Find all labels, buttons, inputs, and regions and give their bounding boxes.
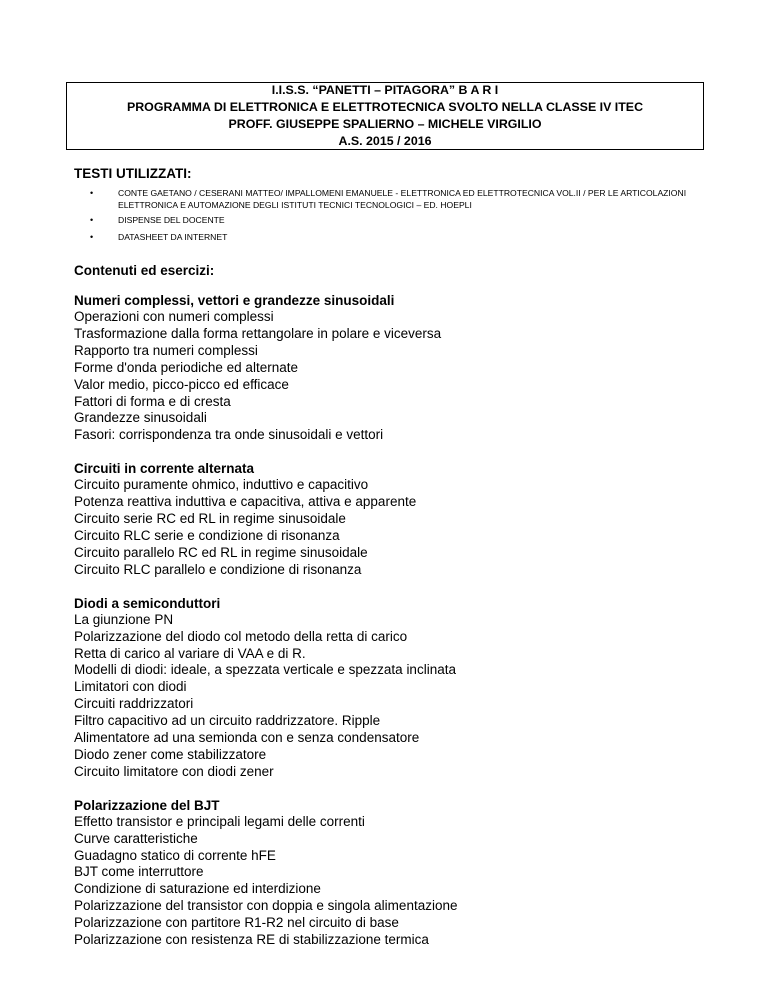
school-year: A.S. 2015 / 2016: [338, 134, 432, 148]
bullet-icon: •: [90, 215, 94, 225]
section-heading: Diodi a semiconduttori: [74, 595, 221, 611]
syllabus-topic: Polarizzazione del diodo col metodo della retta di carico: [74, 628, 408, 644]
textbook-text: DATASHEET DA INTERNET: [118, 232, 228, 242]
syllabus-topic: Effetto transistor e principali legami delle correnti: [74, 813, 365, 829]
textbook-item: [74, 214, 714, 226]
textbook-text: CONTE GAETANO / CESERANI MATTEO/ IMPALLOMENI EMANUELE - ELETTRONICA ED ELETTROTECNICA VOL.II / PER LE ARTICOLAZIONI ELETTRONICA E AUTOMAZIONE DEGLI ISTITUTI TECNICI TECNOLOGICI – ED. HOEPLI: [118, 188, 687, 210]
textbook-item: [74, 231, 714, 243]
syllabus-topic: Circuito puramente ohmico, induttivo e capacitivo: [74, 477, 369, 493]
textbooks-list: [74, 187, 714, 243]
bullet-icon: •: [90, 232, 94, 242]
syllabus-topic: Polarizzazione con resistenza RE di stabilizzazione termica: [74, 932, 429, 948]
header-box: [66, 82, 704, 150]
syllabus-topic: Alimentatore ad una semionda con e senza condensatore: [74, 730, 420, 746]
syllabus-section: [74, 292, 714, 444]
syllabus-topic: Polarizzazione del transistor con doppia e singola alimentazione: [74, 898, 458, 914]
syllabus-topic: Grandezze sinusoidali: [74, 410, 207, 426]
bullet-icon: •: [90, 188, 94, 198]
syllabus-topic: Fasori: corrispondenza tra onde sinusoidali e vettori: [74, 427, 384, 443]
syllabus-topic: BJT come interruttore: [74, 864, 204, 880]
school-name: I.I.S.S. “PANETTI – PITAGORA” B A R I: [271, 83, 499, 97]
syllabus-section: [74, 797, 714, 949]
syllabus-topic: Circuito serie RC ed RL in regime sinusoidale: [74, 511, 346, 527]
syllabus-topic: Forme d'onda periodiche ed alternate: [74, 359, 298, 375]
section-heading: Polarizzazione del BJT: [74, 797, 220, 813]
textbook-item: [74, 187, 714, 211]
syllabus-topic: Modelli di diodi: ideale, a spezzata verticale e spezzata inclinata: [74, 662, 456, 678]
syllabus-topic: Filtro capacitivo ad un circuito raddrizzatore. Ripple: [74, 713, 381, 729]
syllabus-topic: Polarizzazione con partitore R1-R2 nel circuito di base: [74, 915, 399, 931]
syllabus-sections: [74, 292, 714, 965]
syllabus-topic: Valor medio, picco-picco ed efficace: [74, 376, 289, 392]
syllabus-topic: Curve caratteristiche: [74, 830, 198, 846]
contents-title: Contenuti ed esercizi:: [74, 263, 215, 278]
syllabus-topic: Rapporto tra numeri complessi: [74, 342, 258, 358]
syllabus-topic: Diodo zener come stabilizzatore: [74, 746, 267, 762]
syllabus-topic: La giunzione PN: [74, 611, 174, 627]
section-heading: Numeri complessi, vettori e grandezze sinusoidali: [74, 293, 395, 308]
syllabus-topic: Potenza reattiva induttiva e capacitiva, attiva e apparente: [74, 494, 417, 510]
teachers: PROFF. GIUSEPPE SPALIERNO – MICHELE VIRGILIO: [228, 117, 542, 131]
syllabus-topic: Limitatori con diodi: [74, 679, 187, 695]
syllabus-topic: Circuito RLC parallelo e condizione di risonanza: [74, 561, 362, 577]
syllabus-topic: Retta di carico al variare di VAA e di R.: [74, 645, 306, 661]
syllabus-topic: Fattori di forma e di cresta: [74, 393, 231, 409]
textbooks-section: [74, 165, 714, 246]
textbook-text: DISPENSE DEL DOCENTE: [118, 215, 225, 225]
section-heading: Circuiti in corrente alternata: [74, 461, 255, 477]
syllabus-section: [74, 595, 714, 781]
syllabus-section: [74, 460, 714, 578]
textbooks-title: TESTI UTILIZZATI:: [74, 166, 192, 181]
syllabus-topic: Operazioni con numeri complessi: [74, 309, 274, 324]
syllabus-topic: Circuiti raddrizzatori: [74, 696, 194, 712]
syllabus-topic: Circuito parallelo RC ed RL in regime sinusoidale: [74, 544, 368, 560]
syllabus-topic: Guadagno statico di corrente hFE: [74, 847, 276, 863]
syllabus-topic: Circuito limitatore con diodi zener: [74, 763, 274, 779]
program-title: PROGRAMMA DI ELETTRONICA E ELETTROTECNICA SVOLTO NELLA CLASSE IV ITEC: [126, 100, 644, 114]
syllabus-topic: Circuito RLC serie e condizione di risonanza: [74, 527, 340, 543]
syllabus-topic: Trasformazione dalla forma rettangolare in polare e viceversa: [74, 325, 442, 341]
syllabus-topic: Condizione di saturazione ed interdizione: [74, 881, 321, 897]
